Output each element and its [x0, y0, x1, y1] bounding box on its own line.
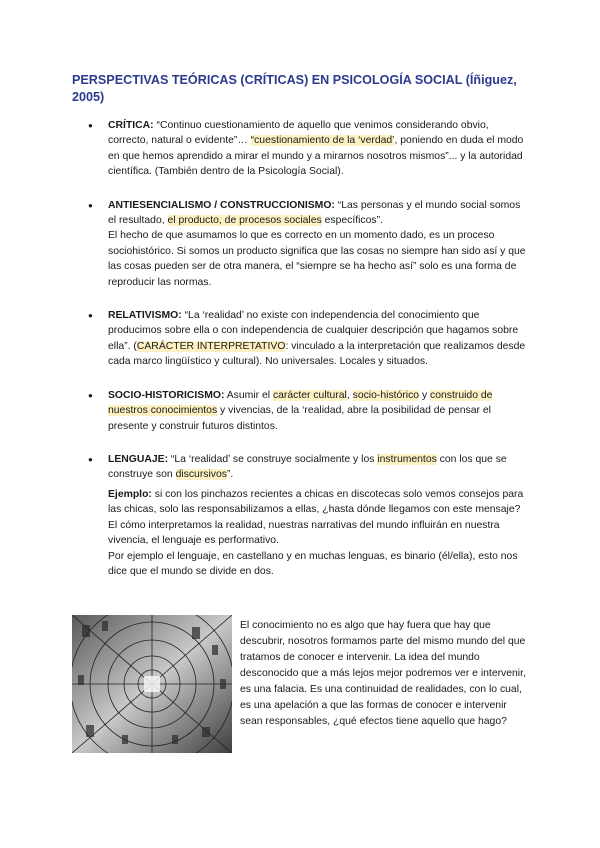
- escher-illustration: [72, 615, 232, 753]
- item-term: SOCIO-HISTORICISMO:: [108, 389, 225, 401]
- list-item-relativismo: [88, 308, 528, 370]
- highlight: construido de nuestros conocimientos: [108, 389, 493, 417]
- escher-relativity-image: [72, 615, 232, 753]
- item-text: “La ‘realidad’ se construye socialmente y los: [168, 453, 378, 465]
- item-text: : vinculado a la interpretación que realizamos desde cada marco lingüístico y cultural). No universales. Locales y situados.: [108, 340, 526, 368]
- highlight: “cuestionamiento de la ‘verdad’: [250, 135, 395, 147]
- list-item-antiesencialismo: [88, 198, 528, 290]
- item-text: ,: [346, 389, 353, 401]
- highlight: discursivos: [175, 469, 227, 481]
- item-term: ANTIESENCIALISMO / CONSTRUCCIONISMO:: [108, 199, 335, 211]
- example-block: [108, 487, 528, 579]
- example-text: si con los pinchazos recientes a chicas en discotecas solo vemos consejos para las chicas, solo las responsabilizamos a ellas, ¿hasta dónde llegamos con este mensaje? El cómo interpretamos la realidad, nuestras narrativas del mundo influirán en nuestra vivencia, el lenguaje es performativo.: [108, 489, 524, 547]
- highlight: CARÁCTER INTERPRETATIVO: [136, 340, 286, 352]
- example-paragraph: Por ejemplo el lenguaje, en castellano y en muchas lenguas, es binario (él/ella), esto nos dice que el mundo se divide en dos.: [108, 550, 518, 578]
- item-text: , poniendo en duda el modo en que hemos aprendido a mirar el mundo y a mirarnos nosotros mismos”... y la autoridad científica. (También dentro de la Psicología Social).: [108, 135, 524, 178]
- item-text: “Las personas y el mundo social somos el resultado,: [108, 199, 521, 227]
- item-text: “Continuo cuestionamiento de aquello que venimos considerando obvio, correcto, natural o evidente”…: [108, 120, 489, 147]
- highlight: carácter cultural: [272, 389, 347, 401]
- item-text: específicos”.: [321, 215, 383, 227]
- highlight: socio-histórico: [352, 389, 420, 401]
- item-text: “La ‘realidad’ no existe con independencia del conocimiento que producimos sobre ella o con independencia de cualquier descripción que hagamos sobre ella”. (: [108, 310, 519, 352]
- item-term: LENGUAJE:: [108, 453, 169, 465]
- image-caption: El conocimiento no es algo que hay fuera que hay que descubrir, nosotros formamos parte del mismo mundo del que tratamos de conocer e intervenir. La idea del mundo desconocido que a más lejos mejor podremos ver e intervenir, es una falacia. Es una continuidad de realidades, con lo cual, es una apelación a que las formas de conocer e intervenir sean responsables, ¿qué efectos tiene aquello que hago?: [240, 620, 526, 727]
- item-paragraph: El hecho de que asumamos lo que es correcto en un momento dado, es un proceso sociohistórico. Si somos un producto significa que las cosas no siempre han sido así y que las cosas pueden ser de otra manera, el “siempre se ha hecho así” solo es una forma de reproducir las normas.: [108, 230, 526, 288]
- item-text: y vivencias, de la ‘realidad, abre la posibilidad de pensar el presente y construir futuros distintos.: [108, 405, 491, 432]
- list-item-lenguaje: [88, 452, 528, 483]
- example-term: Ejemplo:: [108, 489, 152, 500]
- list-item-critica: [88, 118, 528, 180]
- highlight: el producto, de procesos sociales: [167, 215, 322, 227]
- item-text: ”.: [226, 469, 234, 481]
- item-term: CRÍTICA:: [108, 120, 154, 131]
- perspectives-list: [88, 118, 528, 501]
- item-text: y: [419, 389, 431, 401]
- page-title: PERSPECTIVAS TEÓRICAS (CRÍTICAS) EN PSICOLOGÍA SOCIAL (Íñiguez, 2005): [72, 73, 517, 104]
- highlight: instrumentos: [377, 453, 437, 465]
- item-text: con los que se construye son: [108, 453, 507, 481]
- item-term: RELATIVISMO:: [108, 310, 182, 322]
- item-text: Asumir el: [224, 389, 273, 401]
- list-item-socio-historicismo: [88, 388, 528, 434]
